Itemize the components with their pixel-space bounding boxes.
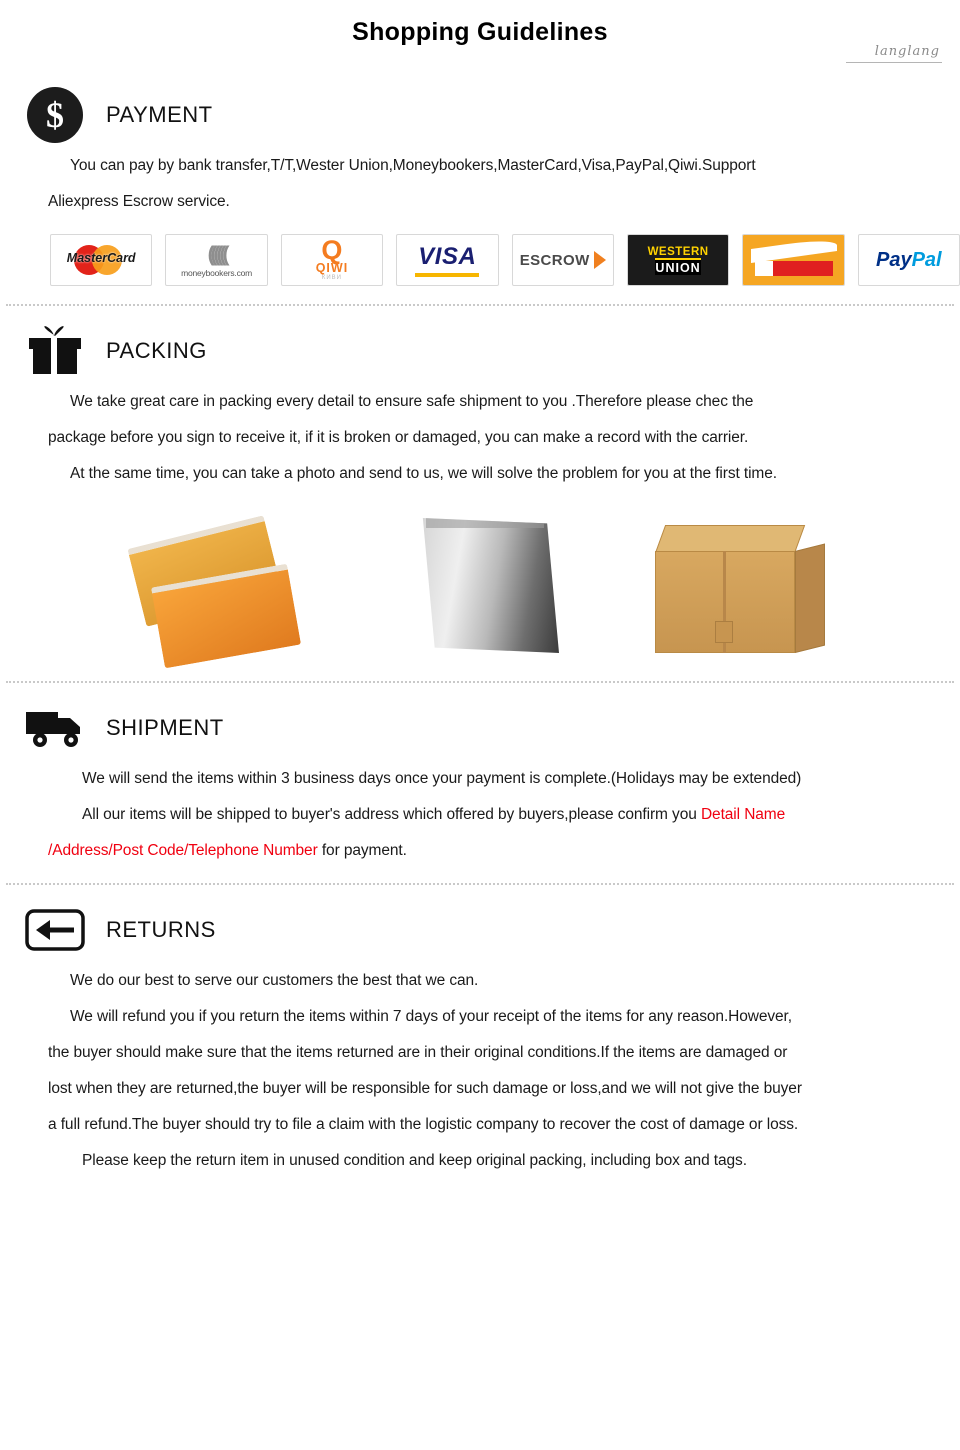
- gift-box-icon: [22, 322, 88, 380]
- returns-line-5: a full refund.The buyer should try to file a claim with the logistic company to recover the cost of damage or loss.: [48, 1116, 799, 1133]
- western-union-top-label: WESTERN: [647, 245, 709, 258]
- returns-heading: [0, 885, 960, 963]
- qiwi-q-icon: Q: [321, 235, 343, 265]
- payment-heading: [0, 70, 960, 148]
- mastercard-logo: [50, 234, 152, 286]
- payment-text: [0, 148, 960, 220]
- carton-box-image: [655, 525, 825, 653]
- page-header: [0, 0, 960, 70]
- visa-bar-icon: [415, 273, 479, 277]
- shipment-line-2-text: All our items will be shipped to buyer's address which offered by buyers,please confirm you: [82, 806, 701, 823]
- dollar-coin-icon: $: [22, 86, 88, 144]
- returns-line-1: We do our best to serve our customers the best that we can.: [70, 972, 479, 989]
- shipment-text: [0, 761, 960, 869]
- packing-text: [0, 384, 960, 492]
- packing-line-2: package before you sign to receive it, if it is broken or damaged, you can make a record with the carrier.: [48, 429, 749, 446]
- signature-watermark: langlang: [874, 44, 940, 59]
- moneybookers-logo: [165, 234, 267, 286]
- escrow-arrow-icon: [594, 251, 606, 269]
- paypal-label-a: Pay: [876, 248, 912, 271]
- western-union-bottom-label: UNION: [655, 258, 700, 275]
- moneybookers-arcs-icon: ((((((: [207, 242, 226, 266]
- section-payment: [0, 70, 960, 304]
- payment-line-1: You can pay by bank transfer,T/T,Wester Union,Moneybookers,MasterCard,Visa,PayPal,Qiwi.Support: [70, 157, 756, 174]
- returns-line-6: Please keep the return item in unused condition and keep original packing, including box and tags.: [82, 1152, 747, 1169]
- escrow-label: ESCROW: [519, 251, 590, 269]
- shipment-line-1: We will send the items within 3 business days once your payment is complete.(Holidays may be extended): [82, 770, 802, 787]
- shipment-highlight-address: /Address/Post Code/Telephone Number: [48, 842, 318, 859]
- payment-logo-row: [0, 220, 960, 304]
- qiwi-sub-icon: КИВИ: [321, 275, 342, 281]
- shipment-heading: [0, 683, 960, 761]
- escrow-logo: [512, 234, 614, 286]
- returns-text: [0, 963, 960, 1179]
- qiwi-logo: [281, 234, 383, 286]
- shipment-line-3-text: for payment.: [317, 842, 407, 859]
- shipment-title: SHIPMENT: [106, 715, 224, 740]
- returns-line-3: the buyer should make sure that the items returned are in their original conditions.If the items are damaged or: [48, 1044, 788, 1061]
- western-union-logo: [627, 234, 729, 286]
- section-returns: [0, 885, 960, 1179]
- packing-heading: [0, 306, 960, 384]
- returns-title: RETURNS: [106, 917, 216, 942]
- packing-title: PACKING: [106, 338, 207, 363]
- payment-title: PAYMENT: [106, 102, 213, 127]
- visa-label: VISA: [418, 243, 477, 270]
- returns-line-2: We will refund you if you return the items within 7 days of your receipt of the items for any reason.However,: [70, 1008, 792, 1025]
- packing-line-3: At the same time, you can take a photo and send to us, we will solve the problem for you at the first time.: [70, 465, 777, 482]
- qiwi-label: QIWI: [315, 261, 349, 275]
- return-arrow-icon: [22, 901, 88, 959]
- truck-icon: [22, 699, 88, 757]
- payment-line-2: Aliexpress Escrow service.: [48, 193, 230, 210]
- section-packing: [0, 306, 960, 681]
- poly-mailer-image: [411, 518, 559, 653]
- packing-image-row: [0, 492, 960, 681]
- signature-underline: [846, 62, 942, 63]
- mastercard-label: MasterCard: [66, 251, 136, 265]
- bubble-mailer-image: [135, 523, 315, 653]
- paypal-logo: [858, 234, 960, 286]
- shipment-line-3: [48, 833, 932, 869]
- section-shipment: [0, 683, 960, 869]
- returns-line-4: lost when they are returned,the buyer will be responsible for such damage or loss,and we will not give the buyer: [48, 1080, 802, 1097]
- page-title: Shopping Guidelines: [352, 18, 608, 46]
- moneybookers-label: moneybookers.com: [181, 267, 253, 278]
- credit-card-logo: [742, 234, 844, 286]
- shipment-line-2: [48, 797, 932, 833]
- visa-logo: [396, 234, 498, 286]
- packing-line-1: We take great care in packing every detail to ensure safe shipment to you .Therefore please chec the: [70, 393, 754, 410]
- shipment-highlight-name: Detail Name: [700, 806, 786, 823]
- paypal-label-b: Pal: [911, 248, 942, 271]
